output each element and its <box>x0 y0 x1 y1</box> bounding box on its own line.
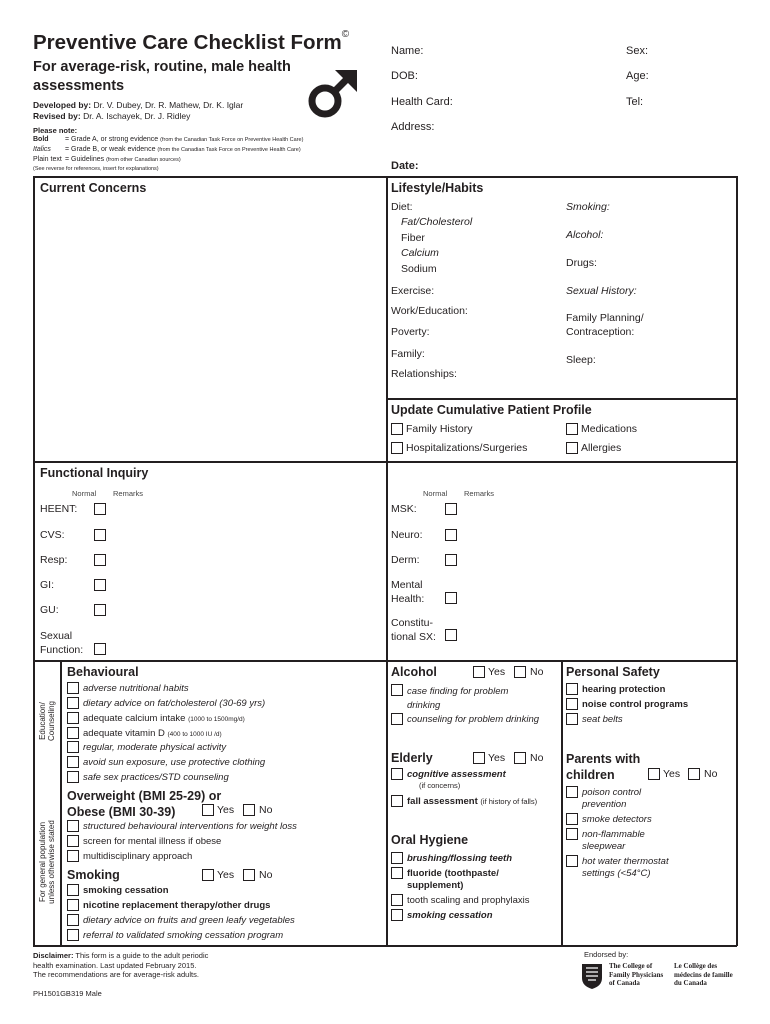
constitutional-checkbox[interactable] <box>445 629 457 641</box>
smoking-item-4: referral to validated smoking cessation program <box>83 930 284 941</box>
behavioural-checkbox-5[interactable] <box>67 741 79 753</box>
hospitalizations-label: Hospitalizations/Surgeries <box>406 442 528 454</box>
age-field[interactable]: Age: <box>626 70 649 82</box>
sexual-function-checkbox[interactable] <box>94 643 106 655</box>
fi-remarks-header-left: Remarks <box>113 489 144 498</box>
grid-line <box>386 176 388 946</box>
neuro-label: Neuro: <box>391 529 423 541</box>
dob-field[interactable]: DOB: <box>391 70 418 82</box>
oral-checkbox-4[interactable] <box>391 909 403 921</box>
safety-checkbox-3[interactable] <box>566 713 578 725</box>
smoking-checkbox-3[interactable] <box>67 914 79 926</box>
address-field[interactable]: Address: <box>391 121 435 133</box>
form-code: PH1501GB319 Male <box>33 989 102 998</box>
grid-line <box>33 461 737 463</box>
medications-checkbox[interactable] <box>566 423 578 435</box>
alcohol-checkbox-2[interactable] <box>391 713 403 725</box>
smoking-no-checkbox[interactable] <box>243 869 255 881</box>
behavioural-item-7: safe sex practices/STD counseling <box>83 772 229 783</box>
grid-line <box>33 176 35 946</box>
grid-line <box>33 945 737 947</box>
alcohol-yes-label: Yes <box>488 666 506 678</box>
behavioural-item-4: adequate vitamin D (400 to 1000 IU /d) <box>83 728 222 739</box>
current-concerns-title: Current Concerns <box>40 181 147 195</box>
smoking-item-3: dietary advice on fruits and green leafy vegetables <box>83 915 295 926</box>
smoking-label: Smoking: <box>566 201 610 213</box>
elderly-no-label: No <box>530 752 544 764</box>
resp-checkbox[interactable] <box>94 554 106 566</box>
sexual-function-label: Sexual Function: <box>40 630 84 656</box>
cfpc-name-en: The College of Family Physicians of Canada <box>609 962 664 987</box>
elderly-checkbox-2[interactable] <box>391 795 403 807</box>
elderly-item-1-note: (if concerns) <box>419 781 461 790</box>
drugs-label: Drugs: <box>566 257 597 269</box>
behavioural-item-1: adverse nutritional habits <box>83 683 189 694</box>
msk-checkbox[interactable] <box>445 503 457 515</box>
form-title: Preventive Care Checklist Form© <box>33 29 350 54</box>
revised-by: Revised by: Dr. A. Ischayek, Dr. J. Ridley <box>33 111 191 121</box>
resp-label: Resp: <box>40 554 68 566</box>
alcohol-no-label: No <box>530 666 544 678</box>
gi-label: GI: <box>40 579 55 591</box>
smoking-no-label: No <box>259 869 273 881</box>
derm-checkbox[interactable] <box>445 554 457 566</box>
overweight-item-3: multidisciplinary approach <box>83 851 193 862</box>
parents-item-1: poison control prevention <box>582 787 642 810</box>
safety-checkbox-1[interactable] <box>566 683 578 695</box>
elderly-item-2: fall assessment (if history of falls) <box>407 796 538 807</box>
alcohol-item-2: counseling for problem drinking <box>407 714 540 725</box>
cpp-title: Update Cumulative Patient Profile <box>391 403 592 417</box>
parents-yes-label: Yes <box>663 768 681 780</box>
smoking-item-2: nicotine replacement therapy/other drugs <box>83 900 271 911</box>
poverty-label: Poverty: <box>391 326 430 338</box>
behavioural-checkbox-2[interactable] <box>67 697 79 709</box>
alcohol-item-1: case finding for problem drinking <box>407 686 509 711</box>
overweight-checkbox-2[interactable] <box>67 835 79 847</box>
tel-field[interactable]: Tel: <box>626 96 644 108</box>
hospitalizations-checkbox[interactable] <box>391 442 403 454</box>
family-label: Family: <box>391 348 425 360</box>
alcohol-title: Alcohol <box>391 665 437 679</box>
overweight-item-2: screen for mental illness if obese <box>83 836 222 847</box>
alcohol-yes-checkbox[interactable] <box>473 666 485 678</box>
safety-item-1: hearing protection <box>582 684 666 695</box>
work-label: Work/Education: <box>391 305 468 317</box>
personal-safety-title: Personal Safety <box>566 665 660 679</box>
gu-label: GU: <box>40 604 59 616</box>
lifestyle-title: Lifestyle/Habits <box>391 181 484 195</box>
see-reverse-note: (See reverse for references, insert for explanations) <box>33 166 159 172</box>
relationships-label: Relationships: <box>391 368 457 380</box>
overweight-no-checkbox[interactable] <box>243 804 255 816</box>
mental-health-label: Mental Health: <box>391 579 425 605</box>
education-counseling-side-label: Education/ Counseling <box>38 700 56 742</box>
family-history-label: Family History <box>406 423 473 435</box>
cvs-label: CVS: <box>40 529 65 541</box>
overweight-checkbox-3[interactable] <box>67 850 79 862</box>
cfpc-name-fr: Le Collège des médecins de famille du Canada <box>674 962 733 987</box>
fi-normal-header-right: Normal <box>423 489 448 498</box>
oral-item-4: smoking cessation <box>407 910 493 921</box>
safety-item-3: seat belts <box>582 714 623 725</box>
smoking-checkbox-2[interactable] <box>67 899 79 911</box>
overweight-yes-label: Yes <box>217 804 235 816</box>
sodium-label: Sodium <box>401 263 437 275</box>
alcohol-label: Alcohol: <box>566 229 604 241</box>
oral-hygiene-title: Oral Hygiene <box>391 833 469 847</box>
overweight-title: Overweight (BMI 25-29) or Obese (BMI 30-39) <box>67 789 222 819</box>
behavioural-item-5: regular, moderate physical activity <box>83 742 227 753</box>
fi-remarks-header-right: Remarks <box>464 489 495 498</box>
derm-label: Derm: <box>391 554 420 566</box>
form-subtitle: For average-risk, routine, male health assessments <box>33 59 291 94</box>
sex-field[interactable]: Sex: <box>626 45 649 57</box>
developed-by: Developed by: Dr. V. Dubey, Dr. R. Mathew, Dr. K. Iglar <box>33 100 244 110</box>
family-history-checkbox[interactable] <box>391 423 403 435</box>
smoking-title: Smoking <box>67 868 120 882</box>
behavioural-checkbox-4[interactable] <box>67 727 79 739</box>
overweight-yes-checkbox[interactable] <box>202 804 214 816</box>
msk-label: MSK: <box>391 503 417 515</box>
allergies-label: Allergies <box>581 442 622 454</box>
oral-item-1: brushing/flossing teeth <box>407 853 513 864</box>
behavioural-item-3: adequate calcium intake (1000 to 1500mg/d) <box>83 713 245 724</box>
smoking-checkbox-1[interactable] <box>67 884 79 896</box>
safety-item-2: noise control programs <box>582 699 689 710</box>
behavioural-item-6: avoid sun exposure, use protective clothing <box>83 757 266 768</box>
male-symbol-icon <box>305 66 360 121</box>
behavioural-checkbox-3[interactable] <box>67 712 79 724</box>
gi-checkbox[interactable] <box>94 579 106 591</box>
parents-no-label: No <box>704 768 718 780</box>
heent-checkbox[interactable] <box>94 503 106 515</box>
parents-checkbox-1[interactable] <box>566 786 578 798</box>
fiber-label: Fiber <box>401 232 425 244</box>
diet-label: Diet: <box>391 201 413 213</box>
name-field[interactable]: Name: <box>391 45 424 57</box>
please-note-label: Please note: <box>33 126 78 135</box>
general-population-side-label: For general population unless otherwise stated <box>38 820 56 904</box>
oral-checkbox-3[interactable] <box>391 894 403 906</box>
parents-checkbox-3[interactable] <box>566 828 578 840</box>
parents-item-4: hot water thermostat settings (<54°C) <box>582 856 669 879</box>
oral-item-3: tooth scaling and prophylaxis <box>407 895 530 906</box>
smoking-yes-checkbox[interactable] <box>202 869 214 881</box>
parents-checkbox-4[interactable] <box>566 855 578 867</box>
smoking-checkbox-4[interactable] <box>67 929 79 941</box>
gu-checkbox[interactable] <box>94 604 106 616</box>
parents-item-2: smoke detectors <box>582 814 652 825</box>
cfpc-crest-icon <box>580 962 604 990</box>
behavioural-checkbox-1[interactable] <box>67 682 79 694</box>
parents-yes-checkbox[interactable] <box>648 768 660 780</box>
oral-item-2: fluoride (toothpaste/ supplement) <box>407 868 499 891</box>
behavioural-checkbox-6[interactable] <box>67 756 79 768</box>
alcohol-checkbox-1[interactable] <box>391 684 403 696</box>
elderly-item-1: cognitive assessment <box>407 769 506 780</box>
disclaimer: Disclaimer: This form is a guide to the adult periodic health examination. Last updated February 2015. The recommendations are for average-risk adults. <box>33 951 209 979</box>
date-field[interactable]: Date: <box>391 160 419 172</box>
elderly-yes-checkbox[interactable] <box>473 752 485 764</box>
grid-line <box>387 398 737 400</box>
oral-checkbox-2[interactable] <box>391 867 403 879</box>
alcohol-no-checkbox[interactable] <box>514 666 526 678</box>
behavioural-checkbox-7[interactable] <box>67 771 79 783</box>
calcium-label: Calcium <box>401 247 439 259</box>
parents-item-3: non-flammable sleepwear <box>582 829 645 852</box>
parents-checkbox-2[interactable] <box>566 813 578 825</box>
behavioural-item-2: dietary advice on fat/cholesterol (30-69 yrs) <box>83 698 266 709</box>
oral-checkbox-1[interactable] <box>391 852 403 864</box>
medications-label: Medications <box>581 423 638 435</box>
exercise-label: Exercise: <box>391 285 435 297</box>
heent-label: HEENT: <box>40 503 78 515</box>
parents-title: Parents with children <box>566 752 641 782</box>
grid-line <box>33 176 737 178</box>
constitutional-label: Constitu- tional SX: <box>391 617 436 643</box>
overweight-no-label: No <box>259 804 273 816</box>
sleep-label: Sleep: <box>566 354 596 366</box>
overweight-checkbox-1[interactable] <box>67 820 79 832</box>
elderly-yes-label: Yes <box>488 752 506 764</box>
family-planning-label: Family Planning/ Contraception: <box>566 312 644 338</box>
cvs-checkbox[interactable] <box>94 529 106 541</box>
parents-no-checkbox[interactable] <box>688 768 700 780</box>
overweight-item-1: structured behavioural interventions for weight loss <box>83 821 297 832</box>
fi-normal-header-left: Normal <box>72 489 97 498</box>
sexual-history-label: Sexual History: <box>566 285 637 297</box>
functional-inquiry-title: Functional Inquiry <box>40 466 149 480</box>
smoking-item-1: smoking cessation <box>83 885 169 896</box>
endorsed-by-label: Endorsed by: <box>584 950 629 959</box>
mental-health-checkbox[interactable] <box>445 592 457 604</box>
elderly-title: Elderly <box>391 751 433 765</box>
neuro-checkbox[interactable] <box>445 529 457 541</box>
behavioural-title: Behavioural <box>67 665 139 679</box>
smoking-yes-label: Yes <box>217 869 235 881</box>
grid-line <box>736 176 738 946</box>
grid-line <box>561 660 563 946</box>
grade-legend: Bold = Grade A, or strong evidence (from the Canadian Task Force on Preventive Health Care) Italics = Grade B, or weak evidence (from the Canadian Task Force on Preventive Health Care) Plain text = Guidelines (from other Canadian sources) <box>33 136 304 163</box>
grid-line <box>60 660 62 946</box>
allergies-checkbox[interactable] <box>566 442 578 454</box>
elderly-no-checkbox[interactable] <box>514 752 526 764</box>
health-card-field[interactable]: Health Card: <box>391 96 453 108</box>
grid-line <box>33 660 737 662</box>
safety-checkbox-2[interactable] <box>566 698 578 710</box>
fat-label: Fat/Cholesterol <box>401 216 473 228</box>
elderly-checkbox-1[interactable] <box>391 768 403 780</box>
